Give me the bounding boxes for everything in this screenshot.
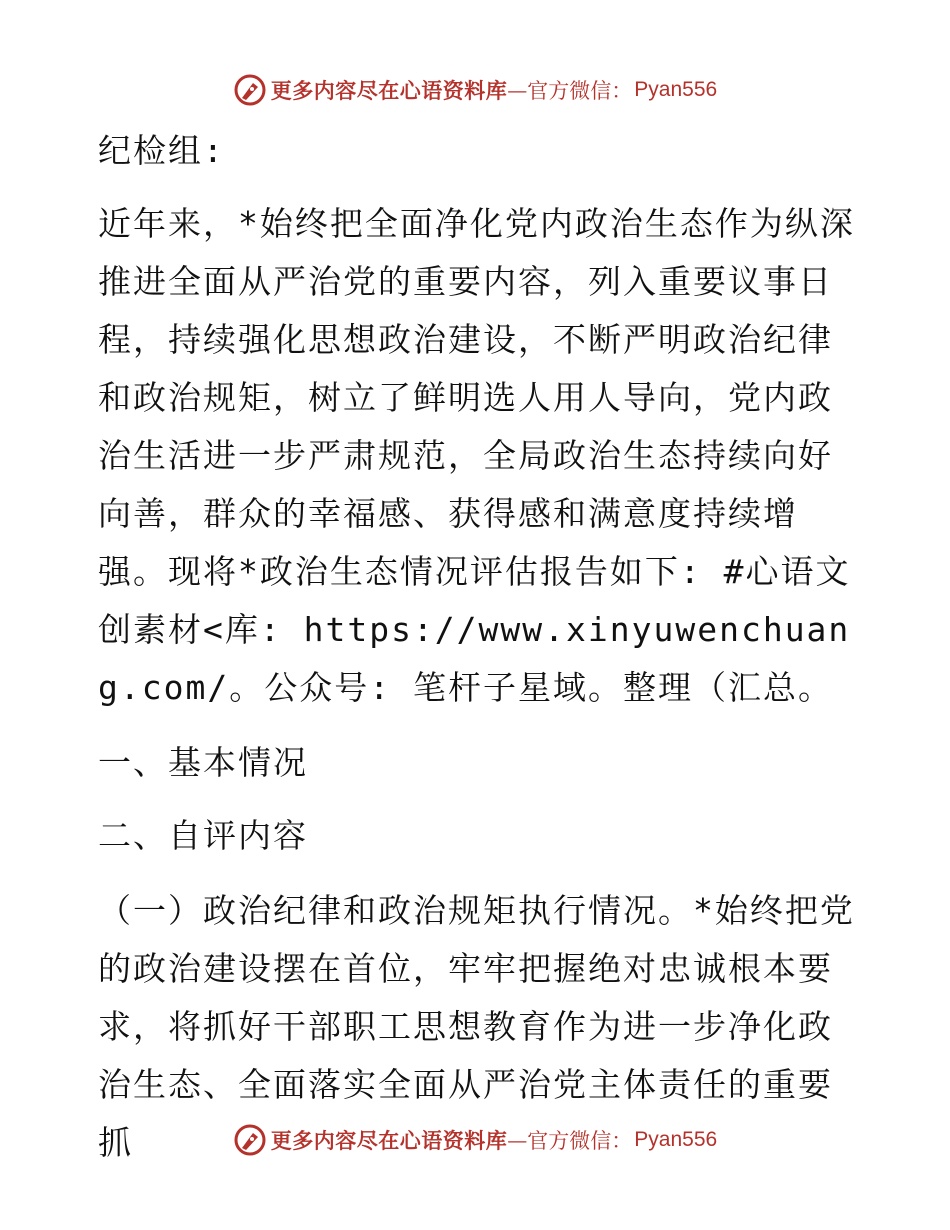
watermark-brand-text: 更多内容尽在心语资料库 [270,1128,508,1153]
document-body [98,122,858,1172]
salutation: 纪检组: [98,131,225,170]
watermark-official-label: 官方微信： [527,1129,633,1153]
header-watermark [0,70,950,110]
watermark-official-label: 官方微信： [527,79,633,103]
pen-nib-icon [233,73,267,107]
pen-nib-icon [233,1123,267,1157]
section-1-paragraph: （一）政治纪律和政治规矩执行情况。*始终把党的政治建设摆在首位，牢牢把握绝对忠诚根本要求，将抓好干部职工思想教育作为进一步净化政治生态、全面落实全面从严治党主体责任的重要抓 [98,891,855,1162]
footer-watermark [0,1120,950,1160]
intro-paragraph: 近年来，*始终把全面净化党内政治生态作为纵深推进全面从严治党的重要内容，列入重要议事日程，持续强化思想政治建设，不断严明政治纪律和政治规矩，树立了鲜明选人用人导向，党内政治生活进一步严肃规范，全局政治生态持续向好向善，群众的幸福感、获得感和满意度持续增强。现将*政治生态情况评估报告如下: #心语文创素材<库: https://www.xinyuwenchuang.com/。公众号: 笔杆子星域。整理（汇总。 [98,204,855,707]
section-heading-self-evaluation: 二、自评内容 [98,816,308,855]
section-heading-basic-situation: 一、基本情况 [98,743,308,782]
watermark-wechat-id: Pyan556 [634,1128,718,1151]
watermark-wechat-id: Pyan556 [634,78,718,101]
watermark-separator: — [507,1128,528,1152]
watermark-brand-text: 更多内容尽在心语资料库 [270,78,508,103]
watermark-separator: — [507,78,528,102]
